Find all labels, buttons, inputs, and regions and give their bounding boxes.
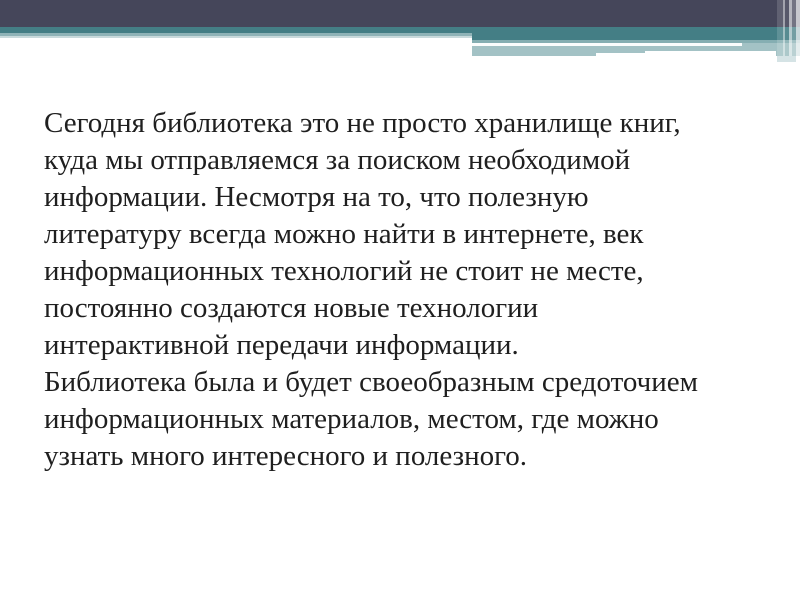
- body-text-line-2: куда мы отправляемся за поиском необходимой: [44, 144, 631, 176]
- light-teal-bar-step-2: [596, 46, 645, 53]
- corner-stripes-decoration: [776, 0, 800, 56]
- body-text: [44, 105, 760, 475]
- teal-band-right-extension: [472, 33, 800, 40]
- body-text-line-6: постоянно создаются новые технологии: [44, 292, 539, 324]
- corner-stripe: [796, 0, 800, 56]
- body-text-line-5: информационных технологий не стоит не месте,: [44, 255, 644, 287]
- body-text-line-7: интерактивной передачи информации.: [44, 329, 519, 361]
- body-text-line-9: информационных материалов, местом, где можно: [44, 403, 659, 435]
- header-dark-band: [0, 0, 800, 27]
- pale-teal-strip-left: [0, 36, 472, 38]
- body-text-line-3: информации. Несмотря на то, что полезную: [44, 181, 589, 213]
- body-text-line-10: узнать много интересного и полезного.: [44, 440, 528, 472]
- light-teal-bar-step-1: [472, 46, 596, 56]
- light-teal-corner-tail: [777, 56, 796, 62]
- body-text-line-8: Библиотека была и будет своеобразным средоточием: [44, 366, 698, 398]
- body-text-line-1: Сегодня библиотека это не просто хранилище книг,: [44, 107, 681, 139]
- body-text-line-4: литературу всегда можно найти в интернете, век: [44, 218, 644, 250]
